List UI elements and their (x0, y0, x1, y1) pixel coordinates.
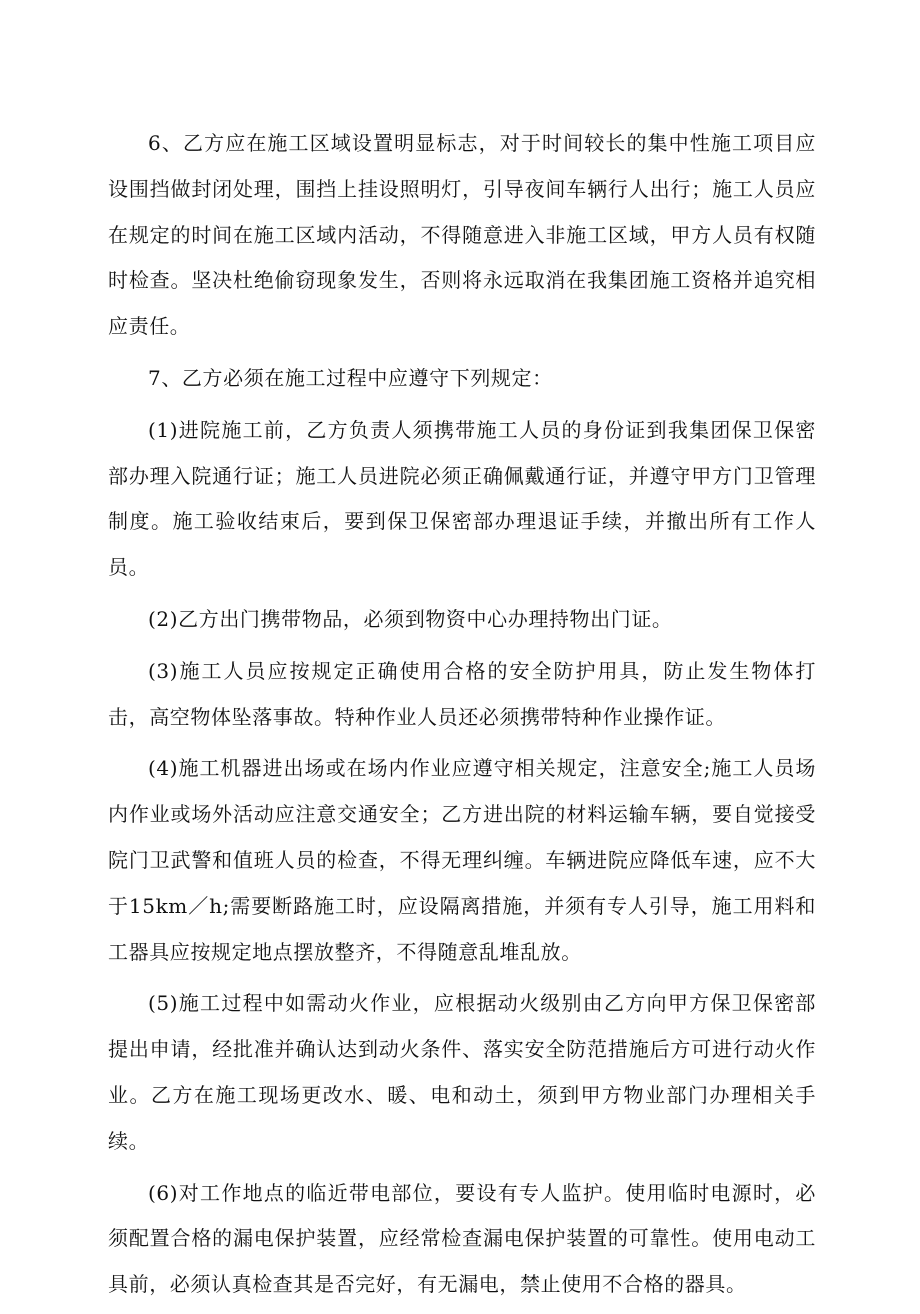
document-body (108, 121, 816, 1314)
paragraph-subitem-5: (5)施工过程中如需动火作业，应根据动火级别由乙方向甲方保卫保密部提出申请，经批准并确认达到动火条件、落实安全防范措施后方可进行动火作业。乙方在施工现场更改水、暖、电和动土，须到甲方物业部门办理相关手续。 (108, 991, 816, 1153)
paragraph-subitem-2: (2)乙方出门携带物品，必须到物资中心办理持物出门证。 (148, 606, 673, 631)
paragraph-item-6: 6、乙方应在施工区域设置明显标志，对于时间较长的集中性施工项目应设围挡做封闭处理，围挡上挂设照明灯，引导夜间车辆行人出行；施工人员应在规定的时间在施工区域内活动，不得随意进入非施工区域，甲方人员有权随时检查。坚决杜绝偷窃现象发生，否则将永远取消在我集团施工资格并追究相应责任。 (108, 131, 816, 339)
paragraph-subitem-3: (3)施工人员应按规定正确使用合格的安全防护用具，防止发生物体打击，高空物体坠落事故。特种作业人员还必须携带特种作业操作证。 (108, 658, 816, 729)
paragraph-item-7: 7、乙方必须在施工过程中应遵守下列规定： (148, 365, 553, 390)
paragraph-subitem-4: (4)施工机器进出场或在场内作业应遵守相关规定，注意安全;施工人员场内作业或场外活动应注意交通安全；乙方进出院的材料运输车辆，要自觉接受院门卫武警和值班人员的检查，不得无理纠缠。车辆进院应降低车速，应不大于15km／h;需要断路施工时，应设隔离措施，并须有专人引导，施工用料和工器具应按规定地点摆放整齐，不得随意乱堆乱放。 (108, 756, 816, 964)
paragraph-subitem-1: (1)进院施工前，乙方负责人须携带施工人员的身份证到我集团保卫保密部办理入院通行证；施工人员进院必须正确佩戴通行证，并遵守甲方门卫管理制度。施工验收结束后，要到保卫保密部办理退证手续，并撤出所有工作人员。 (108, 417, 816, 580)
paragraph-subitem-6: (6)对工作地点的临近带电部位，要设有专人监护。使用临时电源时，必须配置合格的漏电保护装置，应经常检查漏电保护装置的可靠性。使用电动工具前，必须认真检查其是否完好，有无漏电，禁止使用不合格的器具。 (108, 1180, 816, 1297)
